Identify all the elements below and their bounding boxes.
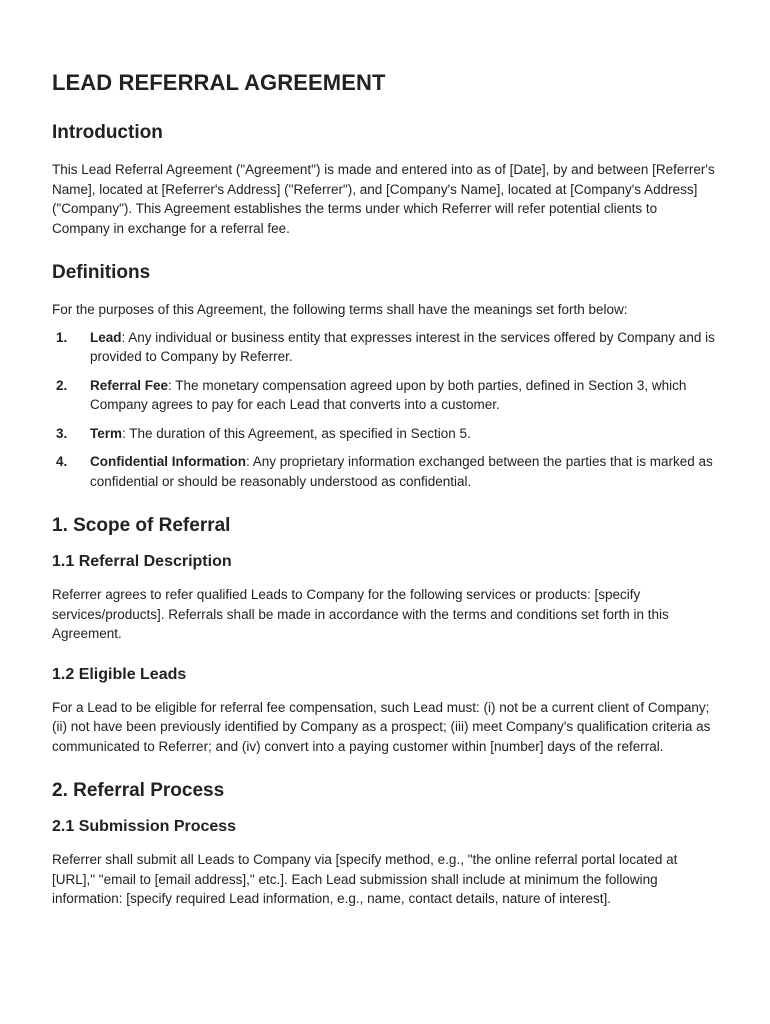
definition-number: 3. bbox=[56, 425, 68, 441]
introduction-section bbox=[52, 122, 718, 238]
definition-term: Lead bbox=[90, 329, 122, 345]
definitions-section bbox=[52, 262, 718, 491]
definition-number: 1. bbox=[56, 329, 68, 345]
definition-body bbox=[90, 452, 718, 491]
definitions-list bbox=[52, 328, 718, 492]
submission-process-text: Referrer shall submit all Leads to Company via [specify method, e.g., "the online referral portal located at [URL]," "email to [email address]," etc.]. Each Lead submission shall include at minimum the following information: [specify required Lead information, e.g., name, contact details, nature of interest]. bbox=[52, 852, 678, 906]
definition-number: 2. bbox=[56, 377, 68, 393]
process-heading: 2. Referral Process bbox=[52, 780, 225, 801]
referral-description-heading: 1.1 Referral Description bbox=[52, 553, 232, 570]
definitions-lead-in: For the purposes of this Agreement, the following terms shall have the meanings set forth below: bbox=[52, 302, 628, 317]
definition-term: Confidential Information bbox=[90, 454, 246, 469]
definition-number: 4. bbox=[56, 454, 68, 469]
definition-body bbox=[90, 328, 718, 367]
eligible-leads-text: For a Lead to be eligible for referral fee compensation, such Lead must: (i) not be a current client of Company; (ii) not have been previously identified by Company as a prospect; (iii) meet Company's qualification criteria as communicated to Referrer; and (iv) convert into a paying customer within [number] days of the referral. bbox=[52, 699, 711, 754]
definition-item-lead bbox=[52, 328, 718, 367]
definition-item-referral-fee bbox=[52, 376, 718, 415]
introduction-text: This Lead Referral Agreement ("Agreement") is made and entered into as of [Date], by and between [Referrer's Name], located at [Referrer's Address] ("Referrer"), and [Company's Name], located at [Company's Address] ("Company"). This Agreement establishes the terms under which Referrer will refer potential clients to Company in exchange for a referral fee. bbox=[52, 162, 715, 236]
definition-item-term bbox=[52, 424, 718, 444]
definition-term: Term bbox=[90, 425, 123, 441]
definition-text: : The duration of this Agreement, as specified in Section 5. bbox=[122, 425, 471, 441]
referral-description-text: Referrer agrees to refer qualified Leads to Company for the following services or products: [specify services/products]. Referrals shall be made in accordance with the terms and conditions set forth in this Agreement. bbox=[52, 587, 669, 641]
definition-text: : Any individual or business entity that expresses interest in the services offered by Company and is provided to Company by Referrer. bbox=[90, 329, 715, 364]
scope-heading: 1. Scope of Referral bbox=[52, 515, 231, 536]
definition-term: Referral Fee bbox=[90, 377, 169, 393]
definition-body bbox=[90, 376, 718, 415]
submission-process-heading: 2.1 Submission Process bbox=[52, 818, 237, 835]
definition-text: : Any proprietary information exchanged between the parties that is marked as confidential or should be reasonably understood as confidential. bbox=[90, 454, 713, 489]
eligible-leads-heading: 1.2 Eligible Leads bbox=[52, 665, 187, 683]
process-section bbox=[52, 780, 718, 909]
definition-text: : The monetary compensation agreed upon by both parties, defined in Section 3, which Company agrees to pay for each Lead that converts into a customer. bbox=[90, 377, 687, 412]
definition-item-confidential-information bbox=[52, 452, 718, 491]
definitions-heading: Definitions bbox=[52, 262, 151, 283]
scope-section bbox=[52, 515, 718, 756]
document-title: LEAD REFERRAL AGREEMENT bbox=[52, 70, 386, 95]
definition-body bbox=[90, 424, 718, 444]
introduction-heading: Introduction bbox=[52, 122, 163, 143]
